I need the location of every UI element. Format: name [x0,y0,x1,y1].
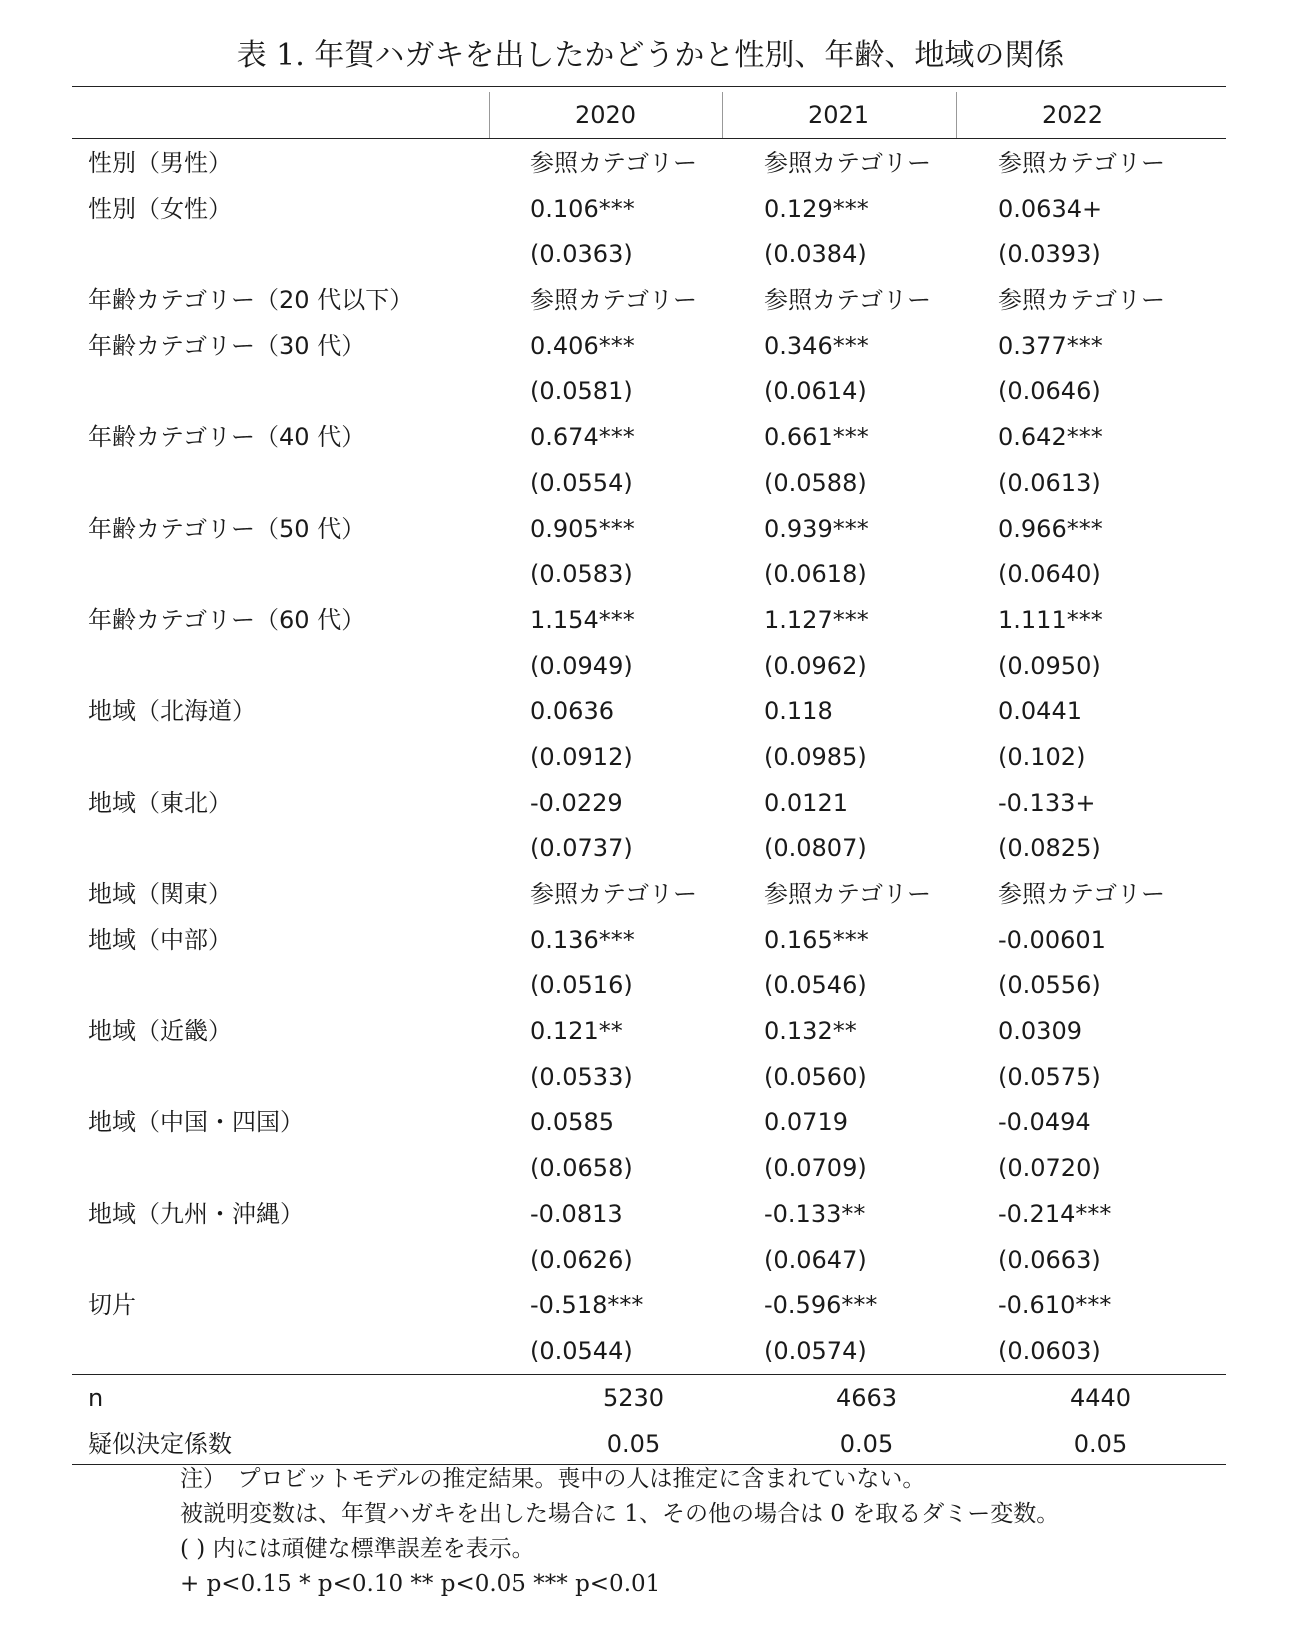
cell-2021: 0.939*** [764,514,869,543]
cell-2020: 参照カテゴリー [530,880,698,908]
cell-2022: (0.0663) [998,1245,1101,1274]
cell-2021: 1.127*** [764,605,869,634]
cell-2022: 0.0441 [998,697,1082,726]
header-rule [72,138,1226,139]
cell-2020: -0.518*** [530,1291,644,1320]
cell-2021: 0.129*** [764,194,869,223]
cell-2022: -0.610*** [998,1291,1112,1320]
row-label: 地域（北海道） [88,697,256,726]
table-row [0,552,1301,598]
header-divider [956,92,957,138]
cell-2021: 0.165*** [764,925,869,954]
cell-2021: 0.118 [764,697,833,726]
table-row [0,1238,1301,1284]
cell-2020: (0.0583) [530,560,633,589]
table-row [0,507,1301,553]
cell-2022: 0.642*** [998,423,1103,452]
cell-2020: (0.0912) [530,742,633,771]
table-row [0,735,1301,781]
cell-2022: (0.0950) [998,651,1101,680]
table-row [0,689,1301,735]
row-label: n [88,1384,104,1412]
cell-2022: 0.0309 [998,1017,1082,1046]
cell-2022: 0.966*** [998,514,1103,543]
cell-2021: 参照カテゴリー [764,286,932,315]
cell-2022: (0.0575) [998,1062,1101,1091]
row-label: 性別（男性） [88,149,232,177]
cell-2022: 0.377*** [998,331,1103,360]
cell-2021: (0.0647) [764,1245,867,1274]
cell-2020: (0.0658) [530,1154,633,1183]
cell-2020: 0.05 [606,1429,661,1458]
cell-2022: (0.0603) [998,1336,1101,1365]
cell-2020: 0.674*** [530,423,635,452]
cell-2021: 参照カテゴリー [764,880,932,908]
cell-2022: -0.214*** [998,1199,1112,1228]
cell-2021: 0.346*** [764,331,869,360]
note-line: + p<0.15 * p<0.10 ** p<0.05 *** p<0.01 [180,1571,661,1597]
row-label: 年齢カテゴリー（20 代以下） [88,286,414,315]
note-line: 被説明変数は、年賀ハガキを出した場合に 1、その他の場合は 0 を取るダミー変数。 [180,1501,1060,1527]
cell-2020: (0.0626) [530,1245,633,1274]
table-row [0,872,1301,918]
cell-2021: 0.0121 [764,788,848,817]
cell-2021: 参照カテゴリー [764,149,932,177]
note-line: 注） プロビットモデルの推定結果。喪中の人は推定に含まれていない。 [180,1466,926,1492]
table-row [0,1192,1301,1238]
cell-2021: (0.0384) [764,240,867,269]
cell-2021: (0.0614) [764,377,867,406]
table-row [0,918,1301,964]
row-label: 地域（九州・沖縄） [88,1199,304,1228]
table-notes [180,1462,1059,1602]
cell-2021: 0.661*** [764,423,869,452]
cell-2022: (0.102) [998,742,1086,771]
table-row [0,1009,1301,1055]
table-row [0,232,1301,278]
cell-2020: (0.0554) [530,468,633,497]
cell-2021: (0.0560) [764,1062,867,1091]
row-label: 年齢カテゴリー（30 代） [88,331,366,360]
table-row [0,141,1301,187]
cell-2022: -0.00601 [998,925,1106,954]
table-row [0,369,1301,415]
year-header-2021: 2021 [807,101,870,129]
cell-2020: (0.0533) [530,1062,633,1091]
row-label: 年齢カテゴリー（40 代） [88,423,366,452]
table-row [0,1100,1301,1146]
cell-2021: -0.133** [764,1199,866,1228]
cell-2022: -0.0494 [998,1108,1091,1137]
stats-row [0,1376,1301,1422]
cell-2021: 0.132** [764,1017,857,1046]
cell-2021: (0.0962) [764,651,867,680]
row-label: 地域（関東） [88,880,232,908]
cell-2022: 0.05 [1073,1429,1128,1458]
cell-2021: -0.596*** [764,1291,878,1320]
header-divider [489,92,490,138]
table-row [0,1329,1301,1375]
table-row [0,461,1301,507]
cell-2022: (0.0393) [998,240,1101,269]
row-label: 性別（女性） [88,194,232,223]
row-label: 切片 [88,1291,136,1320]
cell-2021: 0.05 [839,1429,894,1458]
cell-2020: (0.0581) [530,377,633,406]
cell-2022: (0.0556) [998,971,1101,1000]
cell-2020: (0.0949) [530,651,633,680]
cell-2021: (0.0588) [764,468,867,497]
cell-2022: 0.0634+ [998,194,1103,223]
cell-2020: 参照カテゴリー [530,286,698,315]
cell-2020: 5230 [602,1384,665,1412]
table-stats [0,1376,1301,1467]
cell-2021: (0.0546) [764,971,867,1000]
cell-2020: 0.905*** [530,514,635,543]
cell-2022: (0.0720) [998,1154,1101,1183]
cell-2021: (0.0985) [764,742,867,771]
table-row [0,1146,1301,1192]
row-label: 年齢カテゴリー（50 代） [88,514,366,543]
year-header-2022: 2022 [1041,101,1104,129]
cell-2020: 0.136*** [530,925,635,954]
table-row [0,781,1301,827]
row-label: 地域（近畿） [88,1017,232,1046]
stats-row [0,1422,1301,1468]
cell-2020: 0.121** [530,1017,623,1046]
row-label: 疑似決定係数 [88,1429,232,1458]
cell-2020: 1.154*** [530,605,635,634]
table-row [0,324,1301,370]
table-row [0,644,1301,690]
cell-2020: (0.0516) [530,971,633,1000]
table-row [0,598,1301,644]
cell-2020: (0.0737) [530,834,633,863]
cell-2022: 参照カテゴリー [998,286,1166,315]
cell-2020: (0.0363) [530,240,633,269]
table-row [0,278,1301,324]
year-header-2020: 2020 [574,101,637,129]
cell-2022: 4440 [1069,1384,1132,1412]
table-header-row [0,92,1301,138]
cell-2022: (0.0640) [998,560,1101,589]
cell-2020: -0.0229 [530,788,623,817]
cell-2021: (0.0709) [764,1154,867,1183]
table-row [0,187,1301,233]
cell-2020: 参照カテゴリー [530,149,698,177]
cell-2022: (0.0825) [998,834,1101,863]
row-label: 地域（東北） [88,788,232,817]
row-label: 年齢カテゴリー（60 代） [88,605,366,634]
cell-2022: 1.111*** [998,605,1103,634]
body-bottom-rule [72,1374,1226,1375]
cell-2020: 0.0636 [530,697,614,726]
cell-2021: 4663 [835,1384,898,1412]
cell-2022: (0.0613) [998,468,1101,497]
cell-2021: (0.0618) [764,560,867,589]
cell-2022: 参照カテゴリー [998,880,1166,908]
table-row [0,1283,1301,1329]
cell-2020: 0.0585 [530,1108,614,1137]
table-body [0,141,1301,1375]
table-row [0,826,1301,872]
cell-2022: (0.0646) [998,377,1101,406]
header-divider [722,92,723,138]
cell-2022: -0.133+ [998,788,1096,817]
row-label: 地域（中国・四国） [88,1108,304,1137]
table-row [0,1055,1301,1101]
row-label: 地域（中部） [88,925,232,954]
cell-2020: 0.406*** [530,331,635,360]
table-row [0,415,1301,461]
cell-2021: 0.0719 [764,1108,848,1137]
table-row [0,963,1301,1009]
cell-2020: 0.106*** [530,194,635,223]
top-rule [72,86,1226,87]
cell-2020: (0.0544) [530,1336,633,1365]
table-title: 表 1. 年賀ハガキを出したかどうかと性別、年齢、地域の関係 [236,38,1065,73]
cell-2021: (0.0574) [764,1336,867,1365]
cell-2022: 参照カテゴリー [998,149,1166,177]
cell-2020: -0.0813 [530,1199,623,1228]
cell-2021: (0.0807) [764,834,867,863]
note-line: ( ) 内には頑健な標準誤差を表示。 [180,1536,535,1562]
